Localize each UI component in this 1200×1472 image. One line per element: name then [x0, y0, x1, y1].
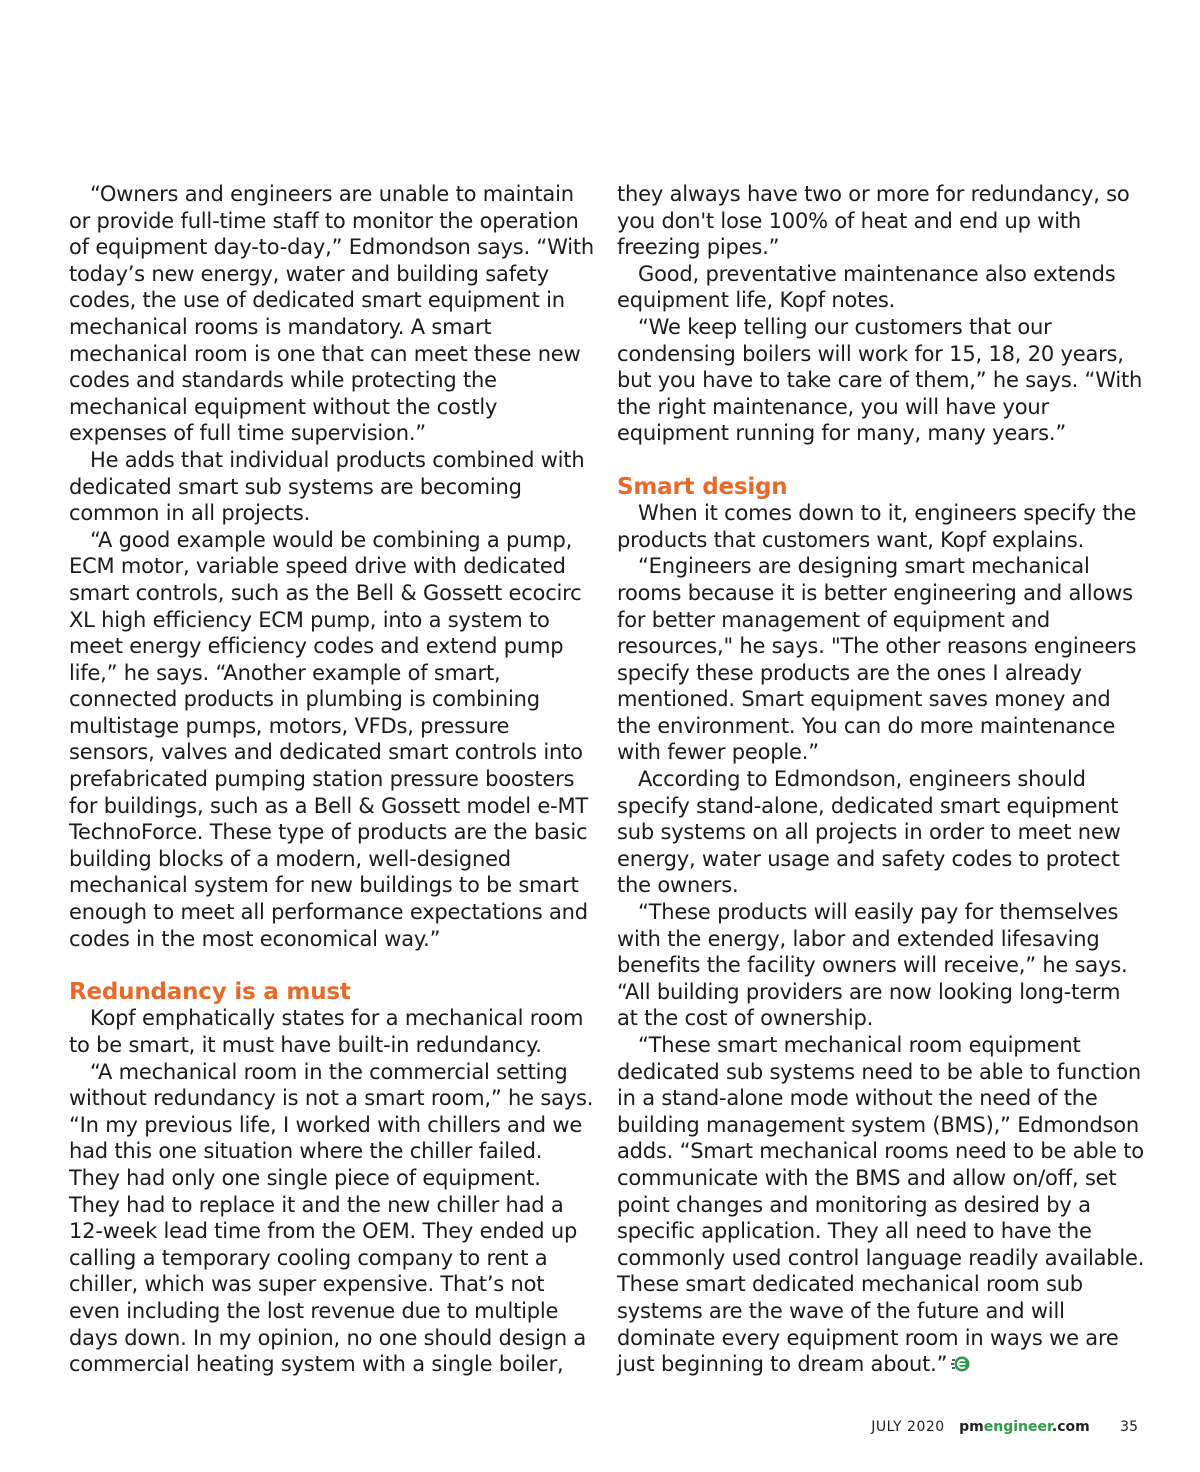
paragraph: “Owners and engineers are unable to maintain or provide full-time staff to monitor the operation of equipment day-to-day,” Edmondson says. “With today’s new energy, water and building safety codes, the use of dedicated smart equipment in mechanical rooms is mandatory. A smart mechanical room is one that can meet these new codes and standards while protecting the mechanical equipment without the costly expenses of full time supervision.” — [69, 182, 594, 446]
page-number: 35 — [1120, 1419, 1138, 1435]
paragraph: “Engineers are designing smart mechanical rooms because it is better engineering and allows for better management of equipment and resources," he says. "The other reasons engineers specify these products are the ones I already mentioned. Smart equipment saves money and the environment. You can do more maintenance with fewer people.” — [617, 554, 1137, 765]
paragraph-final — [617, 1032, 1147, 1378]
issue-date: JULY 2020 — [871, 1419, 945, 1435]
left-column — [69, 181, 594, 1378]
page-footer — [871, 1418, 1138, 1436]
paragraph: Good, preventative maintenance also extends equipment life, Kopf notes. — [617, 261, 1116, 313]
section-heading-redundancy: Redundancy is a must — [69, 978, 351, 1005]
paragraph: He adds that individual products combined with dedicated smart sub systems are becoming common in all projects. — [69, 447, 585, 526]
paragraph: “A mechanical room in the commercial setting without redundancy is not a smart room,” he says. “In my previous life, I worked with chillers and we had this one situation where the chiller failed. They had only one single piece of equipment. They had to replace it and the new chiller had a 12-week lead time from the OEM. They ended up calling a temporary cooling company to rent a chiller, which was super expensive. That’s not even including the lost revenue due to multiple days down. In my opinion, no one should design a commercial heating system with a single boiler, — [69, 1059, 594, 1377]
paragraph: they always have two or more for redundancy, so you don't lose 100% of heat and end up with freezing pipes.” — [617, 182, 1130, 260]
paragraph: According to Edmondson, engineers should specify stand-alone, dedicated smart equipment sub systems on all projects in order to meet new energy, water usage and safety codes to protect the owners. — [617, 767, 1121, 898]
paragraph: Kopf emphatically states for a mechanical room to be smart, it must have built-in redundancy. — [69, 1006, 584, 1057]
site-name: pmengineer.com — [959, 1419, 1090, 1435]
paragraph-text: “These smart mechanical room equipment dedicated sub systems need to be able to function in a stand-alone mode without the need of the building management system (BMS),” Edmondson adds. “Smart mechanical rooms need to be able to communicate with the BMS and allow on/off, set point changes and monitoring as desired by a specific application. They all need to have the commonly used control language readily available. These smart dedicated mechanical room sub systems are the wave of the future and will dominate every equipment room in ways we are just beginning to dream about.” — [617, 1033, 1145, 1377]
paragraph: “We keep telling our customers that our condensing boilers will work for 15, 18, 20 years, but you have to take care of them,” he says. “With the right maintenance, you will have your equipment running for many, many years.” — [617, 314, 1143, 446]
paragraph: “A good example would be combining a pump, ECM motor, variable speed drive with dedicated smart controls, such as the Bell & Gossett ecocirc XL high efficiency ECM pump, into a system to meet energy efficiency codes and extend pump life,” he says. “Another example of smart, connected products in plumbing is combining multistage pumps, motors, VFDs, pressure sensors, valves and dedicated smart controls into prefabricated pumping station pressure boosters for buildings, such as a Bell & Gossett model e-MT TechnoForce. These type of products are the basic building blocks of a modern, well-designed mechanical system for new buildings to be smart enough to meet all performance expectations and codes in the most economical way.” — [69, 527, 589, 951]
pm-engineer-logo-icon — [951, 1354, 971, 1374]
paragraph: “These products will easily pay for themselves with the energy, labor and extended lifesaving benefits the facility owners will receive,” he says. “All building providers are now looking long-term at the cost of ownership. — [617, 900, 1128, 1031]
paragraph: When it comes down to it, engineers specify the products that customers want, Kopf explains. — [617, 501, 1137, 552]
section-heading-smart-design: Smart design — [617, 473, 788, 500]
right-column — [617, 181, 1147, 1378]
